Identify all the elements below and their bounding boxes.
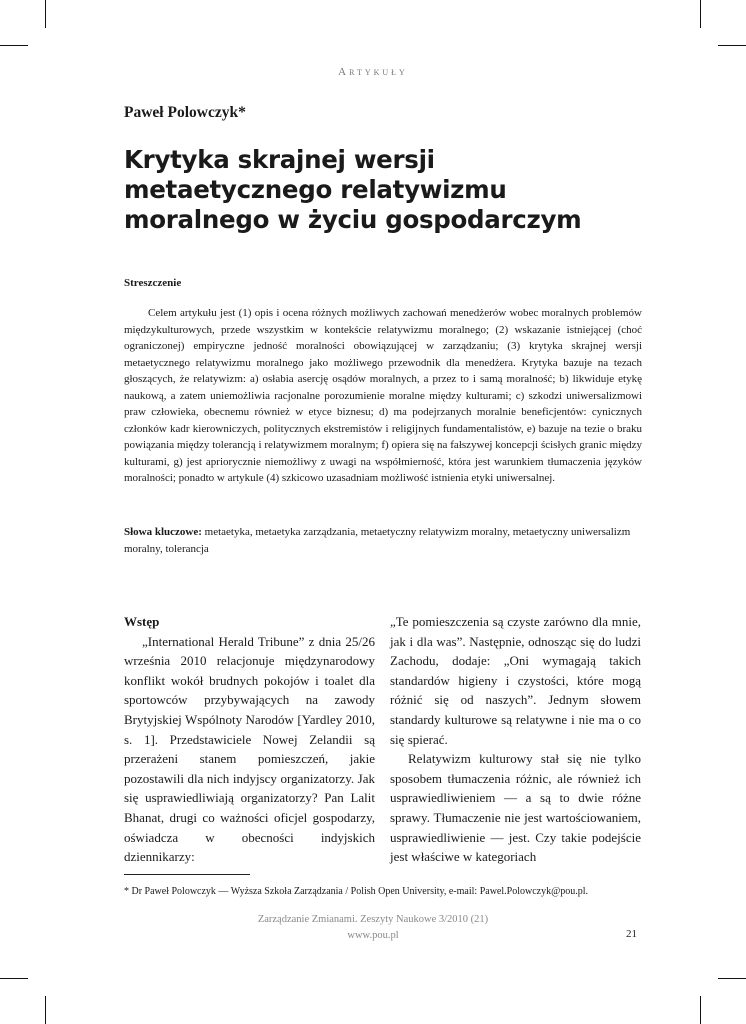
abstract-text: Celem artykułu jest (1) opis i ocena różnych możliwych zachowań menedżerów wobec moralnych problemów międzykulturowych, przede wszystkim w kontekście relatywizmu moralnego; (2) wskazanie istniejącej (choć ograniczonej) empiryczne jedność moralności obowiązującej w zarządzaniu; (3) krytyka skrajnej wersji metaetycznego relatywizmu moralnego jako możliwego przewodnik dla menedżera. Krytyka bazuje na tezach głoszących, że relatywizm: a) osłabia asercję osądów moralnych, a przez to i samą moralność; b) likwiduje etykę naukową, a zatem uniemożliwia racjonalne porozumienie moralne między kulturami; c) szkodzi uniwersalizmowi praw człowieka, obecnemu również w etyce biznesu; d) ma podejrzanych moralnie beneficjentów: cynicznych członków kadr kierowniczych, politycznych ekstremistów i religijnych fundamentalistów, e) bazuje na tezie o braku powiązania między tolerancją i relatywizmem moralnym; f) opiera się na fałszywej koncepcji ścisłych granic między kulturami, g) jest apriorycznie niemożliwy z uwagi na współmierność, która jest warunkiem tłumaczenia języków moralności; ponadto w artykule (4) szkicowo uzasadniam możliwość istnienia etyki uniwersalnej. — [124, 307, 642, 484]
journal-website: www.pou.pl — [347, 930, 399, 941]
intro-heading: Wstęp — [124, 614, 160, 629]
crop-mark — [45, 996, 46, 1024]
keywords — [124, 524, 642, 557]
body-column-left — [124, 612, 375, 867]
crop-mark — [0, 978, 28, 979]
footnote-rule — [124, 874, 250, 875]
abstract-heading: Streszczenie — [124, 277, 182, 289]
keywords-label: Słowa kluczowe: — [124, 526, 202, 538]
body-paragraph: „International Herald Tribune” z dnia 25/26 września 2010 relacjonuje międzynarodowy konflikt wokół brudnych pokojów i toalet dla sportowców przybywających na zawody Brytyjskiej Wspólnoty Narodów [Yardley 2010, s. 1]. Przedstawiciele Nowej Zelandii są przerażeni stanem pomieszczeń, jakie pozostawili dla nich indyjscy organizatorzy. Jak się usprawiedliwiają organizatorzy? Pan Lalit Bhanat, drugi co ważności oficjel gospodarzy, oświadcza w obecności indyjskich dziennikarzy: — [124, 633, 375, 865]
section-header: Artykuły — [338, 66, 408, 78]
crop-mark — [700, 996, 701, 1024]
page-number: 21 — [626, 928, 637, 940]
crop-mark — [0, 45, 28, 46]
footnote: * Dr Paweł Polowczyk — Wyższa Szkoła Zarządzania / Polish Open University, e-mail: Pawel.Polowczyk@pou.pl. — [124, 886, 589, 897]
body-column-right — [390, 612, 641, 867]
journal-name: Zarządzanie Zmianami. Zeszyty Naukowe 3/2010 (21) — [257, 914, 489, 925]
body-paragraph: Relatywizm kulturowy stał się nie tylko sposobem tłumaczenia różnic, ale również ich usprawiedliwieniem — a są to dwie różne sprawy. Tłumaczenie nie jest wartościowaniem, usprawiedliwienie — jest. Czy takie podejście jest właściwe w kategoriach — [390, 751, 641, 865]
article-title: Krytyka skrajnej wersji metaetycznego relatywizmu moralnego w życiu gospodarczym — [124, 145, 582, 234]
crop-mark — [45, 0, 46, 28]
crop-mark — [718, 45, 746, 46]
crop-mark — [700, 0, 701, 28]
crop-mark — [718, 978, 746, 979]
author-name: Paweł Polowczyk* — [124, 104, 246, 121]
keywords-text: metaetyka, metaetyka zarządzania, metaetyczny relatywizm moralny, metaetyczny uniwersalizm moralny, tolerancja — [124, 526, 631, 555]
body-paragraph: „Te pomieszczenia są czyste zarówno dla mnie, jak i dla was”. Następnie, odnosząc się do ludzi Zachodu, dodaje: „Oni wymagają takich standardów higieny i czystości, które mogą różnić się od naszych”. Jednym słowem standardy kulturowe są relatywne i nie ma o co się spierać. — [390, 614, 641, 747]
